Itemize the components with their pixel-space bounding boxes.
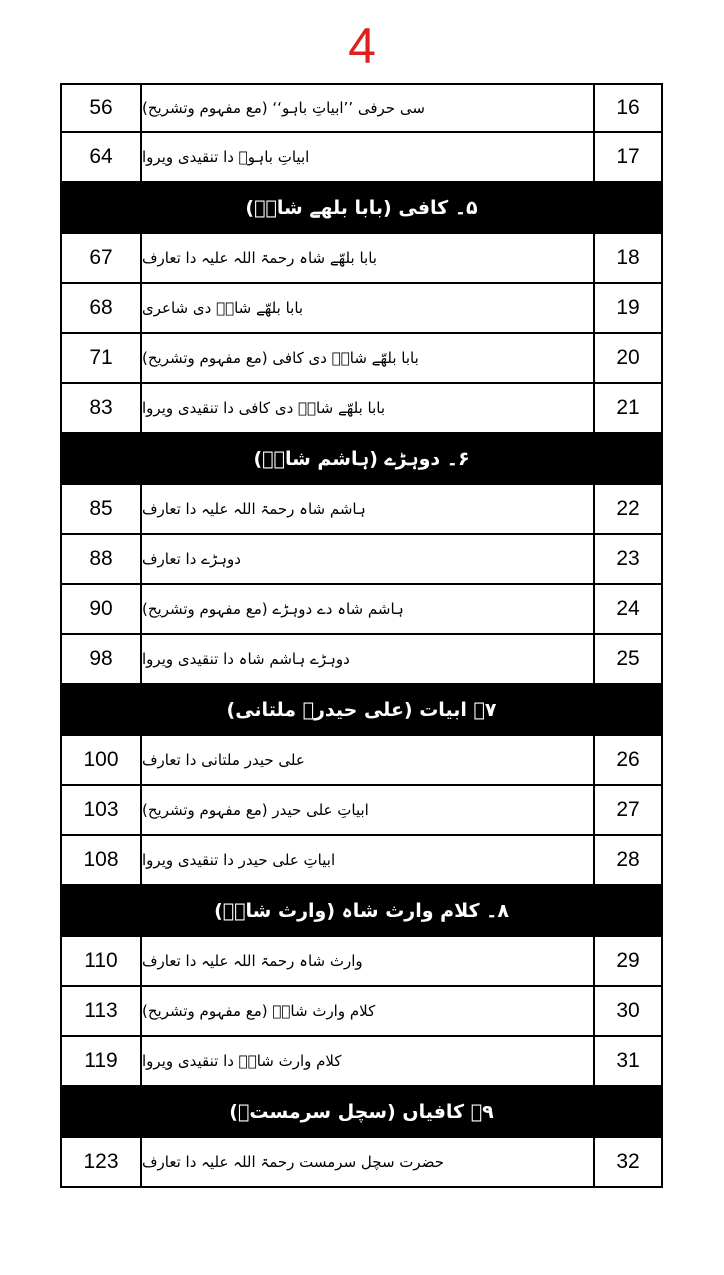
toc-entry-title: دوہڑے ہاشم شاہ دا تنقیدی ویروا: [142, 650, 350, 668]
section-heading: [60, 434, 663, 485]
section-heading: [60, 685, 663, 736]
toc-page-number: 83: [62, 384, 142, 432]
toc-page-number: 98: [62, 635, 142, 683]
toc-entry-title: ہاشم شاہ دے دوہڑے (مع مفہوم وتشریح): [142, 600, 404, 618]
toc-row: [60, 937, 663, 987]
toc-page-number: 64: [62, 133, 142, 181]
toc-row: [60, 736, 663, 786]
toc-entry-title: علی حیدر ملتانی دا تعارف: [142, 751, 305, 769]
toc-entry-number: 23: [593, 535, 661, 583]
page-number: 4: [348, 18, 376, 74]
toc-row: [60, 836, 663, 886]
toc-entry-title: وارث شاہ رحمۃ اللہ علیہ دا تعارف: [142, 952, 363, 970]
section-heading-title: ۶۔ دوہڑے (ہاشم شاہؒ): [253, 447, 470, 470]
toc-entry-number: 20: [593, 334, 661, 382]
toc-entry-title: بابا بلھّے شاہ رحمۃ اللہ علیہ دا تعارف: [142, 249, 377, 267]
toc-page-number: 119: [62, 1037, 142, 1085]
toc-row: [60, 635, 663, 685]
toc-row: [60, 535, 663, 585]
toc-page-number: 68: [62, 284, 142, 332]
toc-row: [60, 585, 663, 635]
table-of-contents: [60, 83, 663, 1188]
section-heading-title: ۷۔ ابیات (علی حیدرؒ ملتانی): [226, 698, 497, 721]
section-heading-title: ۸۔ کلام وارث شاہ (وارث شاہؒ): [214, 899, 509, 922]
toc-row: [60, 334, 663, 384]
toc-page-number: 85: [62, 485, 142, 533]
toc-entry-number: 26: [593, 736, 661, 784]
toc-entry-title: ابیاتِ علی حیدر (مع مفہوم وتشریح): [142, 801, 369, 819]
toc-entry-number: 18: [593, 234, 661, 282]
toc-page-number: 90: [62, 585, 142, 633]
toc-row: [60, 83, 663, 133]
toc-page-number: 110: [62, 937, 142, 985]
toc-entry-title: حضرت سچل سرمست رحمۃ اللہ علیہ دا تعارف: [142, 1153, 444, 1171]
toc-entry-number: 22: [593, 485, 661, 533]
toc-page-number: 56: [62, 85, 142, 131]
section-heading-title: ۹۔ کافیاں (سچل سرمستؒ): [229, 1100, 494, 1123]
toc-entry-title: ہاشم شاہ رحمۃ اللہ علیہ دا تعارف: [142, 500, 366, 518]
toc-entry-title: بابا بلھّے شاہؒ دی کافی (مع مفہوم وتشریح): [142, 349, 419, 367]
toc-entry-number: 25: [593, 635, 661, 683]
toc-entry-title: کلام وارث شاہؒ (مع مفہوم وتشریح): [142, 1002, 376, 1020]
toc-row: [60, 485, 663, 535]
toc-entry-number: 28: [593, 836, 661, 884]
toc-entry-title: ابیاتِ علی حیدر دا تنقیدی ویروا: [142, 851, 336, 869]
section-heading: [60, 183, 663, 234]
toc-entry-title: بابا بلھّے شاہؒ دی کافی دا تنقیدی ویروا: [142, 399, 386, 417]
toc-row: [60, 284, 663, 334]
section-heading: [60, 1087, 663, 1138]
toc-row: [60, 987, 663, 1037]
toc-page-number: 113: [62, 987, 142, 1035]
toc-page-number: 108: [62, 836, 142, 884]
toc-page-number: 67: [62, 234, 142, 282]
toc-entry-number: 29: [593, 937, 661, 985]
toc-row: [60, 1037, 663, 1087]
toc-entry-title: بابا بلھّے شاہؒ دی شاعری: [142, 299, 304, 317]
toc-entry-number: 30: [593, 987, 661, 1035]
toc-page-number: 100: [62, 736, 142, 784]
toc-row: [60, 133, 663, 183]
toc-entry-number: 19: [593, 284, 661, 332]
section-heading: [60, 886, 663, 937]
toc-entry-number: 32: [593, 1138, 661, 1186]
toc-entry-title: کلام وارث شاہؒ دا تنقیدی ویروا: [142, 1052, 342, 1070]
toc-page-number: 88: [62, 535, 142, 583]
toc-row: [60, 384, 663, 434]
toc-entry-number: 27: [593, 786, 661, 834]
toc-entry-number: 16: [593, 85, 661, 131]
toc-row: [60, 234, 663, 284]
toc-entry-title: دوہڑے دا تعارف: [142, 550, 241, 568]
section-heading-title: ۵۔ کافی (بابا بلھے شاہؒ): [245, 196, 478, 219]
toc-row: [60, 1138, 663, 1188]
toc-entry-number: 21: [593, 384, 661, 432]
toc-entry-number: 17: [593, 133, 661, 181]
toc-page-number: 123: [62, 1138, 142, 1186]
toc-entry-title: ابیاتِ باہوؒ دا تنقیدی ویروا: [142, 148, 310, 166]
toc-entry-number: 24: [593, 585, 661, 633]
toc-entry-title: سی حرفی ’’ابیاتِ باہو‘‘ (مع مفہوم وتشریح): [142, 99, 425, 117]
toc-entry-number: 31: [593, 1037, 661, 1085]
toc-page-number: 103: [62, 786, 142, 834]
toc-row: [60, 786, 663, 836]
toc-page-number: 71: [62, 334, 142, 382]
